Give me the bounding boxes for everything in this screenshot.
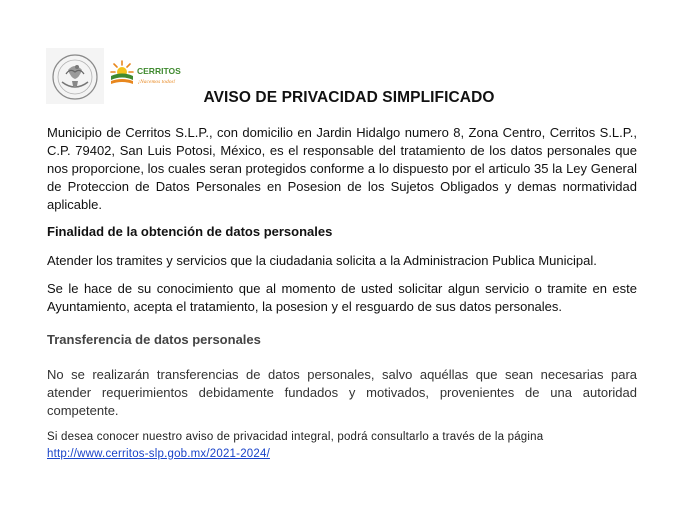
finalidad-paragraph: Atender los tramites y servicios que la ciudadania solicita a la Administracion Publica Municipal. xyxy=(47,253,597,268)
footer-paragraph xyxy=(47,429,637,463)
intro-paragraph: Municipio de Cerritos S.L.P., con domicilio en Jardin Hidalgo numero 8, Zona Centro, Cerritos S.L.P., C.P. 79402, San Luis Potosi, México, es el responsable del tratamiento de los datos personales que nos proporcione, los cuales seran protegidos conforme a lo dispuesto por el articulo 35 la Ley General de Proteccion de Datos Personales en Posesion de los Sujetos Obligados y demas normatividad aplicable. xyxy=(47,125,637,212)
transferencia-paragraph: No se realizarán transferencias de datos personales, salvo aquéllas que sean necesarias para atender requerimientos debidamente fundados y motivados, provenientes de una autoridad competente. xyxy=(47,367,637,418)
consent-paragraph: Se le hace de su conocimiento que al momento de usted solicitar algun servicio o tramite en este Ayuntamiento, acepta el tratamiento, la posesion y el resguardo de sus datos personales. xyxy=(47,281,637,314)
brand-slogan: ¡Nacemos todos! xyxy=(138,79,176,85)
section-heading-finalidad: Finalidad de la obtención de datos personales xyxy=(47,224,333,239)
privacy-policy-link[interactable]: http://www.cerritos-slp.gob.mx/2021-2024/ xyxy=(47,448,270,460)
brand-name: CERRITOS xyxy=(137,66,181,76)
footer-text: Si desea conocer nuestro aviso de privacidad integral, podrá consultarlo a través de la página xyxy=(47,431,544,443)
section-heading-transferencia: Transferencia de datos personales xyxy=(47,332,261,347)
page-title: AVISO DE PRIVACIDAD SIMPLIFICADO xyxy=(203,89,495,106)
